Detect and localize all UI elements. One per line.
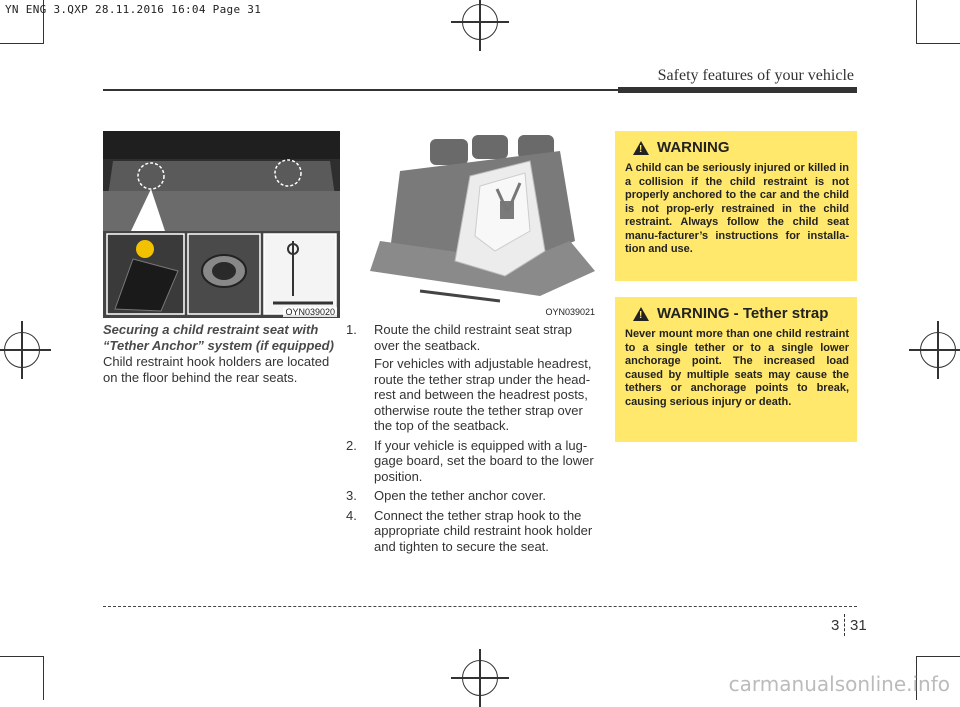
crop-mark xyxy=(43,656,44,700)
child-seat-illustration xyxy=(360,131,600,318)
registration-mark xyxy=(462,4,498,40)
step-number: 2. xyxy=(346,437,357,453)
warning-box xyxy=(615,297,857,442)
warning-title: WARNING xyxy=(657,139,730,156)
step-text: If your vehicle is equipped with a lug-gage board, set the board to the lower position. xyxy=(374,437,594,484)
step-number: 4. xyxy=(346,507,357,523)
step-text: Route the child restraint seat strap over the seatback. xyxy=(374,322,572,353)
warning-header xyxy=(633,305,849,322)
step-item xyxy=(346,322,600,434)
crop-mark xyxy=(916,43,960,44)
warning-title: WARNING - Tether strap xyxy=(657,305,829,322)
page-number-divider xyxy=(844,614,846,636)
section-title: Safety features of your vehicle xyxy=(657,67,854,84)
figure-code: OYN039020 xyxy=(285,307,335,317)
warning-triangle-icon: ! xyxy=(633,141,649,155)
registration-mark xyxy=(462,660,498,696)
step-subtext: For vehicles with adjustable headrest, route the tether strap under the head-rest and between the headrest posts, otherwise route the tether strap over the top of the seatback. xyxy=(374,356,592,433)
warning-text: Never mount more than one child restraint to a single tether or to a single lower anchorage point. The increased load caused by multiple seats may cause the tethers or anchorage points to break, causing serious injury or death. xyxy=(625,328,849,408)
step-number: 3. xyxy=(346,488,357,503)
registration-mark xyxy=(920,332,956,368)
body-paragraph: Child restraint hook holders are located on the floor behind the rear seats. xyxy=(103,354,330,385)
step-item xyxy=(346,488,600,504)
warning-triangle-icon: ! xyxy=(633,307,649,321)
warning-box xyxy=(615,131,857,281)
footer-rule xyxy=(103,606,857,607)
crop-mark xyxy=(0,656,44,657)
figure-child-seat-installed xyxy=(360,131,600,318)
figure-code: OYN039021 xyxy=(545,307,595,317)
figure-caption: Securing a child restraint seat with “Tether Anchor” system (if equipped) xyxy=(103,322,334,353)
chapter-number: 3 xyxy=(831,617,840,634)
trunk-illustration xyxy=(103,131,340,318)
header-rule-accent xyxy=(618,87,857,93)
step-item xyxy=(346,507,600,555)
page-number: 31 xyxy=(850,617,867,634)
registration-mark xyxy=(4,332,40,368)
crop-mark xyxy=(916,656,960,657)
step-text: Connect the tether strap hook to the appropriate child restraint hook holder and tighten to secure the seat. xyxy=(374,507,593,554)
warning-text: A child can be seriously injured or killed in a collision if the child restraint is not properly anchored to the car and the child is not prop-erly restrained in the child restraint. Always follow the child seat manu-facturer’s instructions for installa-tion and use. xyxy=(625,162,849,255)
crop-mark xyxy=(0,43,44,44)
step-number: 1. xyxy=(346,322,357,337)
instruction-steps xyxy=(346,322,600,558)
step-text: Open the tether anchor cover. xyxy=(374,488,546,503)
figure-tether-anchor-location xyxy=(103,131,340,318)
watermark: carmanualsonline.info xyxy=(728,672,950,696)
crop-mark xyxy=(916,0,917,44)
step-item xyxy=(346,437,600,485)
print-slug: YN ENG 3.QXP 28.11.2016 16:04 Page 31 xyxy=(5,3,262,16)
warning-header xyxy=(633,139,849,156)
